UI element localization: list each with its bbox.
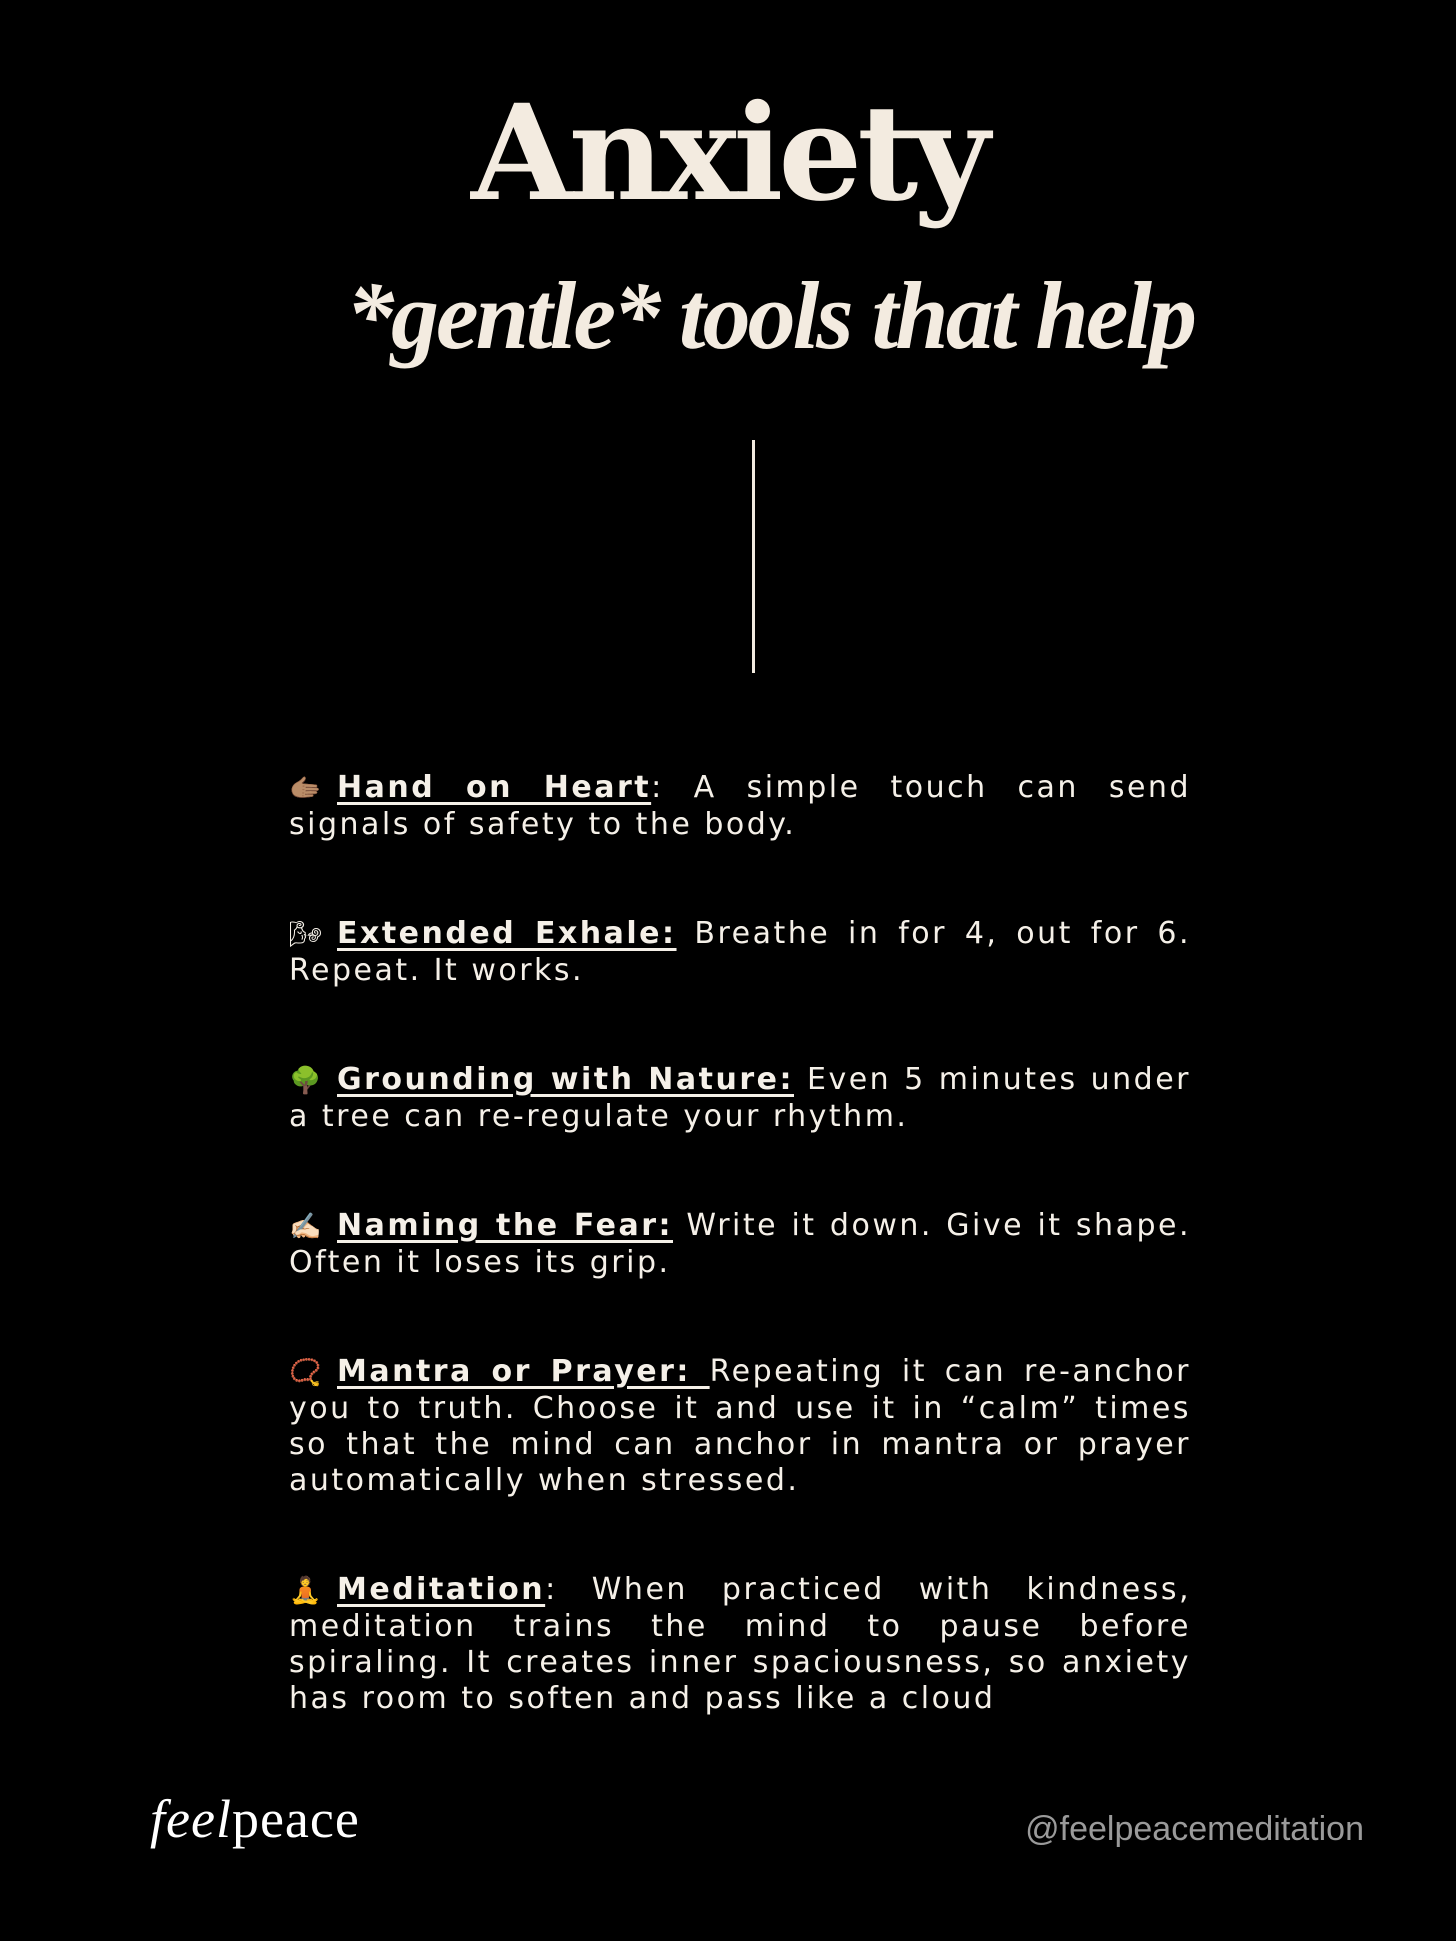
tool-name: Extended Exhale: [337, 916, 677, 951]
tool-extended-exhale [289, 916, 1191, 989]
tool-description: Write it down. Give it shape. Often it loses its grip. [289, 1208, 1191, 1280]
tool-description: Even 5 minutes under a tree can re-regulate your rhythm. [289, 1062, 1191, 1134]
tool-description: When practiced with kindness, meditation trains the mind to pause before spiraling. It creates inner spaciousness, so anxiety has room to soften and pass like a cloud [289, 1572, 1191, 1716]
tool-name: Grounding with Nature: [337, 1062, 794, 1097]
social-handle: @feelpeacemeditation [1025, 1810, 1364, 1848]
wind-face-icon: 🌬 [289, 920, 323, 950]
tool-description: Breathe in for 4, out for 6. Repeat. It works. [289, 916, 1191, 988]
vertical-divider [752, 440, 755, 673]
page-title: Anxiety [471, 76, 985, 231]
tool-meditation: 🧘 Meditation: When practiced with kindness, meditation trains the mind to pause before spiraling. It creates inner spaciousness, so anxiety has room to soften and pass like a cloud [289, 1572, 1191, 1716]
meditation-icon: 🧘 [289, 1576, 322, 1606]
brand-logo: feelpeace [150, 1789, 360, 1849]
tool-naming-the-fear [289, 1208, 1191, 1281]
tool-grounding-with-nature [289, 1062, 1191, 1135]
tree-icon: 🌳 [289, 1066, 322, 1096]
writing-hand-icon: ✍🏻 [289, 1212, 322, 1242]
tool-description: Repeating it can re-anchor you to truth. Choose it and use it in “calm” times so that the mind can anchor in mantra or prayer automatically when stressed. [289, 1354, 1192, 1498]
page-subtitle: *gentle* tools that help [345, 262, 1195, 369]
tool-name: Meditation [337, 1572, 546, 1607]
tool-hand-on-heart: 🫱🏽 Hand on Heart: A simple touch can send signals of safety to the body. [289, 770, 1191, 842]
tool-name: Mantra or Prayer: [337, 1354, 710, 1389]
hand-icon: 🫱🏽 [289, 774, 322, 804]
tool-name: Hand on Heart [337, 770, 652, 805]
tool-description: A simple touch can send signals of safety to the body. [289, 770, 1191, 842]
tool-name: Naming the Fear: [337, 1208, 673, 1243]
tools-list [289, 770, 1191, 1717]
tool-mantra-or-prayer [289, 1354, 1191, 1499]
prayer-beads-icon: 📿 [289, 1358, 322, 1388]
